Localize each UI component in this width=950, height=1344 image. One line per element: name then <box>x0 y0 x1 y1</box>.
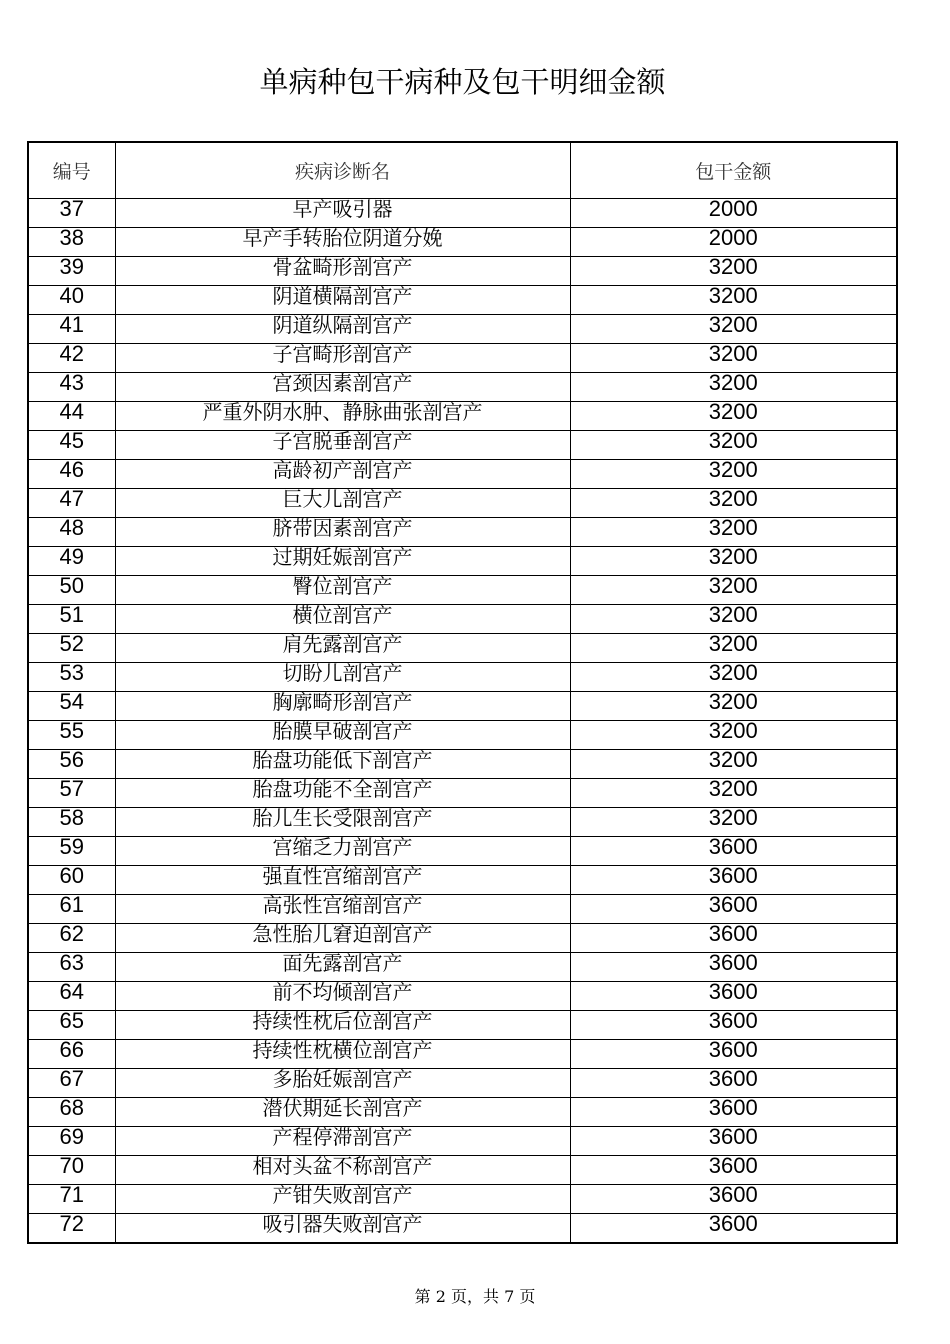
row-id: 50 <box>28 576 115 605</box>
header-id: 编号 <box>28 142 115 199</box>
row-diagnosis: 吸引器失败剖宫产 <box>115 1214 570 1244</box>
row-amount: 3600 <box>570 1156 897 1185</box>
row-id: 46 <box>28 460 115 489</box>
table-row <box>28 373 897 402</box>
row-diagnosis: 潜伏期延长剖宫产 <box>115 1098 570 1127</box>
table-row <box>28 1214 897 1244</box>
row-id: 70 <box>28 1156 115 1185</box>
row-id: 49 <box>28 547 115 576</box>
table-row <box>28 1098 897 1127</box>
row-id: 44 <box>28 402 115 431</box>
row-amount: 3200 <box>570 344 897 373</box>
row-amount: 3200 <box>570 431 897 460</box>
row-id: 58 <box>28 808 115 837</box>
row-amount: 3600 <box>570 1069 897 1098</box>
row-id: 62 <box>28 924 115 953</box>
row-diagnosis: 子宫畸形剖宫产 <box>115 344 570 373</box>
table-header-row <box>28 142 897 199</box>
table-row <box>28 1185 897 1214</box>
row-amount: 3200 <box>570 373 897 402</box>
row-amount: 3200 <box>570 808 897 837</box>
row-diagnosis: 早产手转胎位阴道分娩 <box>115 228 570 257</box>
row-amount: 3600 <box>570 924 897 953</box>
fee-table <box>27 141 898 1244</box>
row-diagnosis: 阴道纵隔剖宫产 <box>115 315 570 344</box>
row-diagnosis: 臀位剖宫产 <box>115 576 570 605</box>
row-id: 38 <box>28 228 115 257</box>
row-diagnosis: 高龄初产剖宫产 <box>115 460 570 489</box>
row-amount: 2000 <box>570 228 897 257</box>
row-diagnosis: 前不均倾剖宫产 <box>115 982 570 1011</box>
row-amount: 3200 <box>570 605 897 634</box>
row-amount: 3200 <box>570 518 897 547</box>
row-diagnosis: 胎盘功能不全剖宫产 <box>115 779 570 808</box>
table-row <box>28 1069 897 1098</box>
table-row <box>28 1156 897 1185</box>
row-amount: 3200 <box>570 402 897 431</box>
row-amount: 3200 <box>570 547 897 576</box>
row-id: 52 <box>28 634 115 663</box>
row-id: 42 <box>28 344 115 373</box>
row-amount: 3200 <box>570 779 897 808</box>
row-id: 69 <box>28 1127 115 1156</box>
table-row <box>28 837 897 866</box>
row-diagnosis: 切盼儿剖宫产 <box>115 663 570 692</box>
row-amount: 3600 <box>570 1127 897 1156</box>
row-id: 64 <box>28 982 115 1011</box>
row-diagnosis: 胸廓畸形剖宫产 <box>115 692 570 721</box>
row-amount: 3200 <box>570 315 897 344</box>
row-id: 41 <box>28 315 115 344</box>
row-id: 43 <box>28 373 115 402</box>
row-amount: 3600 <box>570 1185 897 1214</box>
row-amount: 3200 <box>570 489 897 518</box>
header-diagnosis: 疾病诊断名 <box>115 142 570 199</box>
row-diagnosis: 宫缩乏力剖宫产 <box>115 837 570 866</box>
row-diagnosis: 宫颈因素剖宫产 <box>115 373 570 402</box>
page-title: 单病种包干病种及包干明细金额 <box>259 65 666 99</box>
table-row <box>28 489 897 518</box>
header-amount: 包干金额 <box>570 142 897 199</box>
table-row <box>28 576 897 605</box>
table-row <box>28 286 897 315</box>
row-id: 51 <box>28 605 115 634</box>
row-amount: 3200 <box>570 576 897 605</box>
row-id: 47 <box>28 489 115 518</box>
table-row <box>28 750 897 779</box>
row-amount: 3600 <box>570 982 897 1011</box>
row-diagnosis: 急性胎儿窘迫剖宫产 <box>115 924 570 953</box>
table-row <box>28 982 897 1011</box>
row-diagnosis: 过期妊娠剖宫产 <box>115 547 570 576</box>
row-id: 55 <box>28 721 115 750</box>
row-id: 60 <box>28 866 115 895</box>
row-id: 68 <box>28 1098 115 1127</box>
row-id: 45 <box>28 431 115 460</box>
table-row <box>28 228 897 257</box>
table-row <box>28 547 897 576</box>
table-row <box>28 866 897 895</box>
table-row <box>28 1040 897 1069</box>
row-id: 39 <box>28 257 115 286</box>
row-amount: 3200 <box>570 286 897 315</box>
table-row <box>28 924 897 953</box>
row-id: 37 <box>28 199 115 228</box>
row-diagnosis: 严重外阴水肿、静脉曲张剖宫产 <box>115 402 570 431</box>
row-diagnosis: 持续性枕后位剖宫产 <box>115 1011 570 1040</box>
page-footer: 第 2 页，共 7 页 <box>414 1287 536 1306</box>
table-row <box>28 953 897 982</box>
row-amount: 3200 <box>570 663 897 692</box>
row-id: 48 <box>28 518 115 547</box>
table-row <box>28 315 897 344</box>
row-id: 59 <box>28 837 115 866</box>
table-row <box>28 663 897 692</box>
row-id: 53 <box>28 663 115 692</box>
table-row <box>28 692 897 721</box>
row-amount: 3600 <box>570 866 897 895</box>
table-row <box>28 779 897 808</box>
row-id: 63 <box>28 953 115 982</box>
row-diagnosis: 胎儿生长受限剖宫产 <box>115 808 570 837</box>
row-diagnosis: 脐带因素剖宫产 <box>115 518 570 547</box>
table-row <box>28 402 897 431</box>
row-diagnosis: 子宫脱垂剖宫产 <box>115 431 570 460</box>
table-row <box>28 344 897 373</box>
row-amount: 3200 <box>570 634 897 663</box>
row-diagnosis: 持续性枕横位剖宫产 <box>115 1040 570 1069</box>
row-amount: 3200 <box>570 721 897 750</box>
row-diagnosis: 相对头盆不称剖宫产 <box>115 1156 570 1185</box>
row-diagnosis: 产程停滞剖宫产 <box>115 1127 570 1156</box>
table-row <box>28 199 897 228</box>
table-row <box>28 808 897 837</box>
row-amount: 3600 <box>570 895 897 924</box>
row-id: 67 <box>28 1069 115 1098</box>
table-row <box>28 721 897 750</box>
table-row <box>28 518 897 547</box>
row-diagnosis: 横位剖宫产 <box>115 605 570 634</box>
row-id: 56 <box>28 750 115 779</box>
row-amount: 3200 <box>570 750 897 779</box>
row-id: 72 <box>28 1214 115 1244</box>
table-row <box>28 431 897 460</box>
row-diagnosis: 高张性宫缩剖宫产 <box>115 895 570 924</box>
table-row <box>28 605 897 634</box>
row-amount: 3200 <box>570 692 897 721</box>
row-id: 71 <box>28 1185 115 1214</box>
table-row <box>28 1011 897 1040</box>
row-id: 40 <box>28 286 115 315</box>
row-diagnosis: 阴道横隔剖宫产 <box>115 286 570 315</box>
row-amount: 3600 <box>570 1214 897 1244</box>
row-id: 57 <box>28 779 115 808</box>
row-amount: 3200 <box>570 257 897 286</box>
row-diagnosis: 胎盘功能低下剖宫产 <box>115 750 570 779</box>
table-row <box>28 895 897 924</box>
row-amount: 3600 <box>570 837 897 866</box>
table-row <box>28 1127 897 1156</box>
row-diagnosis: 肩先露剖宫产 <box>115 634 570 663</box>
row-amount: 3600 <box>570 953 897 982</box>
row-id: 65 <box>28 1011 115 1040</box>
table-row <box>28 634 897 663</box>
row-id: 61 <box>28 895 115 924</box>
row-amount: 2000 <box>570 199 897 228</box>
row-amount: 3200 <box>570 460 897 489</box>
row-amount: 3600 <box>570 1040 897 1069</box>
row-diagnosis: 早产吸引器 <box>115 199 570 228</box>
row-amount: 3600 <box>570 1098 897 1127</box>
row-diagnosis: 面先露剖宫产 <box>115 953 570 982</box>
row-diagnosis: 胎膜早破剖宫产 <box>115 721 570 750</box>
row-id: 54 <box>28 692 115 721</box>
row-diagnosis: 多胎妊娠剖宫产 <box>115 1069 570 1098</box>
row-diagnosis: 产钳失败剖宫产 <box>115 1185 570 1214</box>
table-row <box>28 460 897 489</box>
row-amount: 3600 <box>570 1011 897 1040</box>
row-diagnosis: 巨大儿剖宫产 <box>115 489 570 518</box>
row-id: 66 <box>28 1040 115 1069</box>
row-diagnosis: 强直性宫缩剖宫产 <box>115 866 570 895</box>
row-diagnosis: 骨盆畸形剖宫产 <box>115 257 570 286</box>
table-row <box>28 257 897 286</box>
